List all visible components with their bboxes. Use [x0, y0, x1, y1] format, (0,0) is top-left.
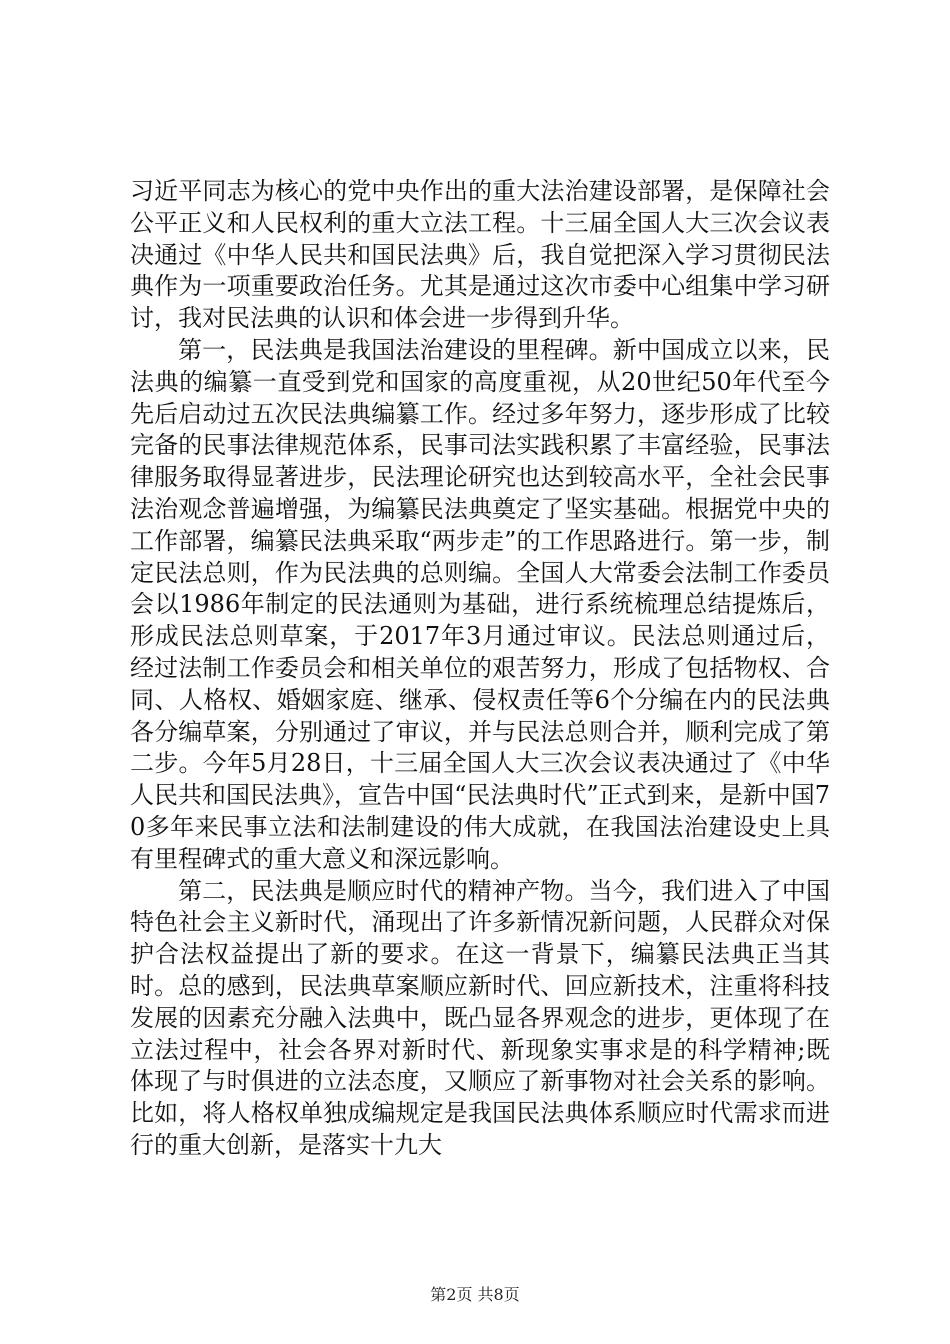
- paragraph-intro: 习近平同志为核心的党中央作出的重大法治建设部署，是保障社会公平正义和人民权利的重大立法工程。十三届全国人大三次会议表决通过《中华人民共和国民法典》后，我自觉把深入学习贯彻民法典作为一项重要政治任务。尤其是通过这次市委中心组集中学习研讨，我对民法典的认识和体会进一步得到升华。: [130, 177, 830, 333]
- paragraph-second-point: 第二，民法典是顺应时代的精神产物。当今，我们进入了中国特色社会主义新时代，涌现出了许多新情况新问题，人民群众对保护合法权益提出了新的要求。在这一背景下，编纂民法典正当其时。总的感到，民法典草案顺应新时代、回应新技术，注重将科技发展的因素充分融入法典中，既凸显各界观念的进步，更体现了在立法过程中，社会各界对新时代、新现象实事求是的科学精神;既体现了与时俱进的立法态度，又顺应了新事物对社会关系的影响。比如，将人格权单独成编规定是我国民法典体系顺应时代需求而进行的重大创新，是落实十九大: [130, 876, 830, 1159]
- page-number-footer: 第2页 共8页: [430, 1285, 520, 1304]
- paragraph-first-point: 第一，民法典是我国法治建设的里程碑。新中国成立以来，民法典的编纂一直受到党和国家的高度重视，从20世纪50年代至今先后启动过五次民法典编纂工作。经过多年努力，逐步形成了比较完备的民事法律规范体系，民事司法实践积累了丰富经验，民事法律服务取得显著进步，民法理论研究也达到较高水平，全社会民事法治观念普遍增强，为编纂民法典奠定了坚实基础。根据党中央的工作部署，编纂民法典采取“两步走”的工作思路进行。第一步，制定民法总则，作为民法典的总则编。全国人大常委会法制工作委员会以1986年制定的民法通则为基础，进行系统梳理总结提炼后，形成民法总则草案，于2017年3月通过审议。民法总则通过后，经过法制工作委员会和相关单位的艰苦努力，形成了包括物权、合同、人格权、婚姻家庭、继承、侵权责任等6个分编在内的民法典各分编草案，分别通过了审议，并与民法总则合并，顺利完成了第二步。今年5月28日，十三届全国人大三次会议表决通过了《中华人民共和国民法典》，宣告中国“民法典时代”正式到来，是新中国70多年来民事立法和法制建设的伟大成就，在我国法治建设史上具有里程碑式的重大意义和深远影响。: [130, 335, 830, 873]
- document-body: [130, 176, 830, 1162]
